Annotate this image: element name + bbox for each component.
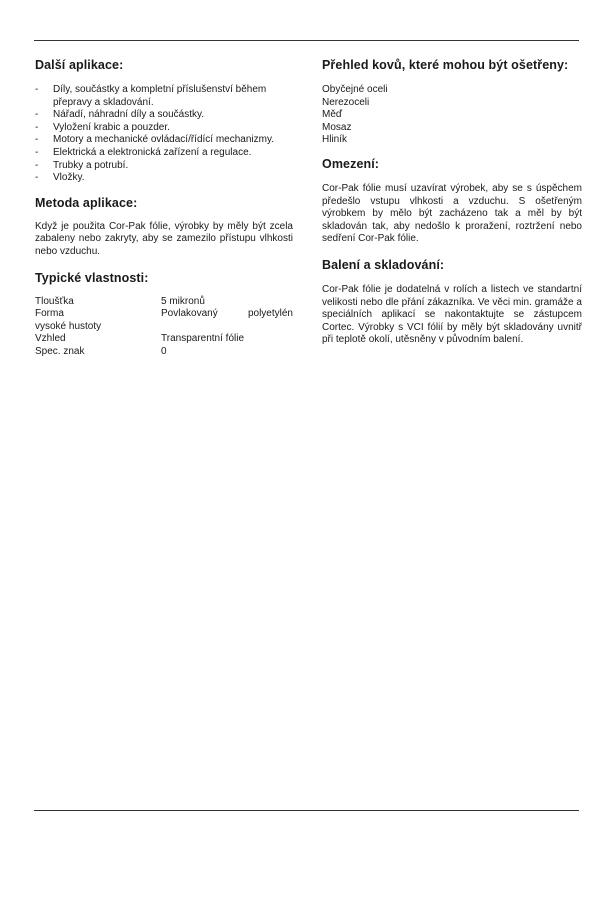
list-item: - Nářadí, náhradní díly a součástky. xyxy=(35,109,293,122)
list-item: Mosaz xyxy=(322,121,352,133)
list-item: Hliník xyxy=(322,134,348,146)
applications-list xyxy=(35,84,293,185)
limits-text: Cor-Pak fólie musí uzavírat výrobek, aby se s úspěchem předešlo vstupu vlhkosti a vzduchu. S ošetřeným výrobkem by mělo být zacházeno tak a měl by být skladován tak, aby nedošlo k proražení, roztržení nebo sedření Cor-Pak fólie. xyxy=(322,182,582,245)
property-key: Forma xyxy=(35,308,64,320)
list-item: - Motory a mechanické ovládací/řídící mechanizmy. xyxy=(35,134,293,147)
property-value: 5 mikronů xyxy=(161,295,205,307)
limits-heading: Omezení: xyxy=(322,156,380,171)
method-text: Když je použita Cor-Pak fólie, výrobky by měly být zcela zabaleny nebo zakryty, aby se zamezilo přístupu vlhkosti nebo vzduchu. xyxy=(35,220,293,257)
method-section xyxy=(35,196,293,259)
list-item: - Vyložení krabic a pouzder. xyxy=(35,122,293,135)
applications-section xyxy=(35,58,293,185)
table-row xyxy=(35,296,293,309)
right-column xyxy=(322,58,582,347)
property-value: Transparentní fólie xyxy=(161,333,245,345)
metals-heading: Přehled kovů, které mohou být ošetřeny: xyxy=(322,58,569,72)
list-item: - Díly, součástky a kompletní příslušenství během přepravy a skladování. xyxy=(35,84,293,109)
bottom-rule xyxy=(34,810,579,811)
list-item: Nerezoceli xyxy=(322,96,370,108)
table-row xyxy=(35,321,293,334)
property-value: Povlakovaný polyetylén xyxy=(161,308,293,320)
metals-section xyxy=(322,58,582,147)
table-row xyxy=(35,333,293,346)
list-item: Obyčejné oceli xyxy=(322,84,388,95)
table-row xyxy=(35,346,293,359)
packaging-text: Cor-Pak fólie je dodatelná v rolích a listech ve standartní velikosti nebo dle přání zákazníka. Ve věci min. gramáže a speciálních aplikací se nakontaktujte se zástupcem Cortec. Výrobky s VCI fólií by měly být skladovány uvnitř při teplotě okolí, utěsněny v původním balení. xyxy=(322,283,582,346)
limits-section xyxy=(322,157,582,246)
method-heading: Metoda aplikace: xyxy=(35,195,138,210)
packaging-section xyxy=(322,258,582,347)
applications-heading: Další aplikace: xyxy=(35,58,124,72)
list-item: - Trubky a potrubí. xyxy=(35,160,293,173)
property-value xyxy=(161,321,293,334)
list-item: - Elektrická a elektronická zařízení a regulace. xyxy=(35,147,293,160)
property-value: 0 xyxy=(161,345,167,357)
list-item: Měď xyxy=(322,109,343,121)
properties-section xyxy=(35,271,293,359)
properties-heading: Typické vlastnosti: xyxy=(35,270,149,285)
property-key: Tloušťka xyxy=(35,295,74,307)
table-row xyxy=(35,308,293,321)
properties-table xyxy=(35,296,293,359)
property-key: Vzhled xyxy=(35,333,66,345)
metals-list xyxy=(322,84,582,147)
top-rule xyxy=(34,40,579,41)
left-column xyxy=(35,58,293,359)
list-item: - Vložky. xyxy=(35,172,293,185)
property-key: vysoké hustoty xyxy=(35,320,102,332)
packaging-heading: Balení a skladování: xyxy=(322,257,445,272)
property-key: Spec. znak xyxy=(35,345,85,357)
